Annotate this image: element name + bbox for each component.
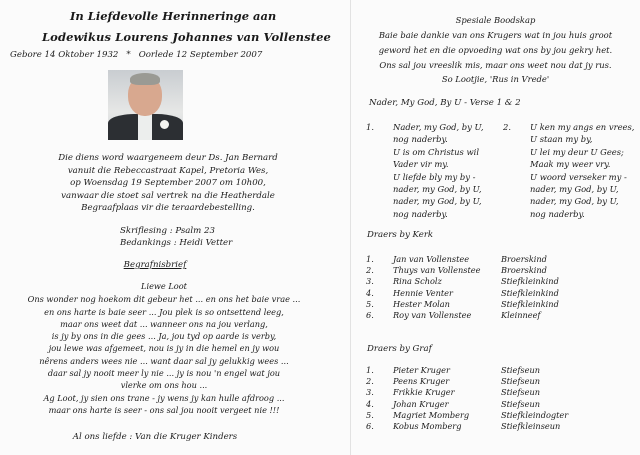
verse-line: Vader vir my. bbox=[393, 159, 449, 170]
letter-salutation: Liewe Loot bbox=[141, 281, 187, 291]
verse-line: nader, my God, by U, bbox=[393, 184, 482, 195]
bearer-name: Magriet Momberg bbox=[393, 409, 470, 420]
bearer-name: Johan Kruger bbox=[393, 398, 449, 409]
message-line: So Lootjie, 'Rus in Vrede' bbox=[441, 74, 550, 85]
message-line: geword het en die opvoeding wat ons by jou gekry het. bbox=[378, 44, 613, 55]
bearer-name: Kobus Momberg bbox=[393, 420, 462, 431]
church-bearers-title: Draers by Kerk bbox=[367, 230, 434, 240]
verse-line: nader, my God, by U, bbox=[530, 196, 619, 207]
list-item: 1. Jan van Vollenstee Broerskind bbox=[366, 254, 547, 264]
verse-line: U woord verseker my - bbox=[530, 171, 627, 182]
letter-line: maar ons weet dat ... wanneer ons na jou verlang, bbox=[60, 318, 268, 329]
bearer-relation: Broerskind bbox=[501, 265, 547, 276]
scripture-reading: Skriflesing : Psalm 23 bbox=[120, 226, 215, 236]
bearer-relation: Stiefseun bbox=[501, 376, 540, 387]
message-line: Ons sal jou vreeslik mis, maar ons weet nou dat jy rus. bbox=[379, 59, 612, 70]
lapel-flower bbox=[160, 120, 169, 129]
letter-line: nêrens anders wees nie ... want daar sal jy gelukkig wees ... bbox=[39, 355, 289, 366]
special-message-title: Spesiale Boodskap bbox=[455, 15, 536, 25]
list-item: 2. Peens Kruger Stiefseun bbox=[366, 376, 540, 387]
bearer-name: Jan van Vollenstee bbox=[393, 254, 470, 264]
bearer-name: Frikkie Kruger bbox=[393, 387, 455, 398]
letter-line: maar ons harte is seer - ons sal jou nooit vergeet nie !!! bbox=[48, 404, 280, 415]
service-line: Begraafplaas vir die teraardebestelling. bbox=[81, 203, 255, 214]
verse-line: U liefde bly my by - bbox=[393, 171, 476, 182]
list-item: 3. Frikkie Kruger Stiefseun bbox=[366, 387, 540, 398]
list-item: 6. Roy van Vollenstee Kleinneef bbox=[366, 309, 541, 320]
letter-line: en ons harte is baie seer ... Jou plek is so ontsettend leeg, bbox=[44, 306, 284, 317]
bearer-relation: Kleinneef bbox=[501, 309, 541, 320]
letter-line: vlerke om ons hou ... bbox=[120, 380, 208, 391]
message-line: Baie baie dankie van ons Krugers wat in jou huis groot bbox=[378, 30, 613, 40]
bearer-relation: Stiefseun bbox=[501, 365, 540, 375]
hymn-title: Nader, My God, By U - Verse 1 & 2 bbox=[369, 98, 521, 108]
letter-line: daar sal jy nooit meer ly nie ... jy is nou 'n engel wat jou bbox=[47, 368, 281, 379]
bearer-name: Thuys van Vollenstee bbox=[393, 265, 481, 276]
list-item: 1. Pieter Kruger Stiefseun bbox=[366, 365, 540, 375]
thanks-by: Bedankings : Heidi Vetter bbox=[120, 238, 233, 249]
verse-line: Nader, my God, by U, bbox=[393, 122, 484, 132]
verse-line: Maak my weer vry. bbox=[530, 159, 611, 170]
bearer-name: Pieter Kruger bbox=[393, 365, 450, 375]
verse-number: 2. bbox=[503, 122, 511, 132]
service-details bbox=[18, 152, 318, 215]
bearer-relation: Stiefkleinkind bbox=[501, 298, 559, 309]
verse-line: nog naderby. bbox=[393, 208, 448, 219]
bearer-relation: Stiefkleinkind bbox=[501, 276, 559, 287]
letter-line: Ag Loot, jy sien ons trane - jy wens jy kan hulle afdroog ... bbox=[43, 392, 285, 403]
verse-line: U lei my deur U Gees; bbox=[530, 146, 624, 157]
verse-line: nader, my God, by U, bbox=[393, 196, 482, 207]
list-item: 3. Rina Scholz Stiefkleinkind bbox=[366, 276, 559, 287]
special-message bbox=[351, 28, 640, 87]
church-bearers-list bbox=[366, 254, 636, 321]
verse-line: nader, my God, by U, bbox=[530, 184, 619, 195]
list-item: 4. Hennie Venter Stiefkleinkind bbox=[366, 287, 559, 298]
right-panel bbox=[351, 0, 640, 455]
bearer-name: Hennie Venter bbox=[393, 287, 453, 298]
list-item: 2. Thuys van Vollenstee Broerskind bbox=[366, 265, 547, 276]
bearer-name: Rina Scholz bbox=[393, 276, 442, 287]
letter-line: is jy by ons in die gees ... Ja, jou tyd op aarde is verby, bbox=[51, 331, 277, 342]
list-item: 4. Johan Kruger Stiefseun bbox=[366, 398, 540, 409]
funeral-letter bbox=[14, 280, 314, 416]
bearer-name: Hester Molan bbox=[393, 298, 450, 309]
verse-line: U staan my by, bbox=[530, 134, 593, 145]
verse-number: 1. bbox=[366, 122, 374, 132]
birth-date: Gebore 14 Oktober 1932 bbox=[10, 50, 119, 60]
verse-line: nog naderby. bbox=[530, 208, 585, 219]
letter-line: Ons wonder nog hoekom dit gebeur het ... en ons het baie vrae ... bbox=[27, 294, 301, 305]
bearer-relation: Stiefseun bbox=[501, 398, 540, 409]
letter-title: Begrafnisbrief bbox=[123, 260, 187, 270]
verse-line: U ken my angs en vrees, bbox=[530, 122, 635, 132]
date-separator: * bbox=[126, 50, 131, 60]
service-line: vanuit die Rebeccastraat Kapel, Pretoria Wes, bbox=[67, 165, 269, 176]
life-dates bbox=[10, 50, 262, 60]
letter-line: jou lewe was afgemeet, nou is jy in die hemel en jy wou bbox=[48, 343, 280, 354]
service-line: Die diens word waargeneem deur Ds. Jan Bernard bbox=[58, 153, 278, 163]
bearer-relation: Stiefkleindogter bbox=[501, 409, 569, 420]
memorial-heading: In Liefdevolle Herinneringe aan bbox=[70, 9, 277, 23]
verse-line: nog naderby. bbox=[393, 134, 448, 145]
list-item: 5. Magriet Momberg Stiefkleindogter bbox=[366, 409, 569, 420]
bearer-name: Peens Kruger bbox=[393, 376, 450, 387]
bearer-name: Roy van Vollenstee bbox=[393, 309, 472, 320]
verse-line: U is om Christus wil bbox=[393, 146, 480, 157]
grave-bearers-title: Draers by Graf bbox=[367, 344, 432, 354]
list-item: 6. Kobus Momberg Stiefkleinseun bbox=[366, 420, 561, 431]
bearer-relation: Stiefseun bbox=[501, 387, 540, 398]
death-date: Oorlede 12 September 2007 bbox=[138, 50, 263, 60]
reading-info bbox=[120, 225, 232, 250]
grave-bearers-list bbox=[366, 365, 636, 432]
letter-signoff: Al ons liefde : Van die Kruger Kinders bbox=[72, 432, 238, 442]
list-item: 5. Hester Molan Stiefkleinkind bbox=[366, 298, 559, 309]
portrait-photo bbox=[108, 70, 183, 140]
service-line: op Woensdag 19 September 2007 om 10h00, bbox=[70, 178, 266, 189]
service-line: vanwaar die stoet sal vertrek na die Heatherdale bbox=[61, 190, 275, 201]
bearer-relation: Stiefkleinkind bbox=[501, 287, 559, 298]
deceased-name: Lodewikus Lourens Johannes van Vollenstee bbox=[42, 30, 331, 44]
bearer-relation: Broerskind bbox=[501, 254, 547, 264]
bearer-relation: Stiefkleinseun bbox=[501, 420, 561, 431]
